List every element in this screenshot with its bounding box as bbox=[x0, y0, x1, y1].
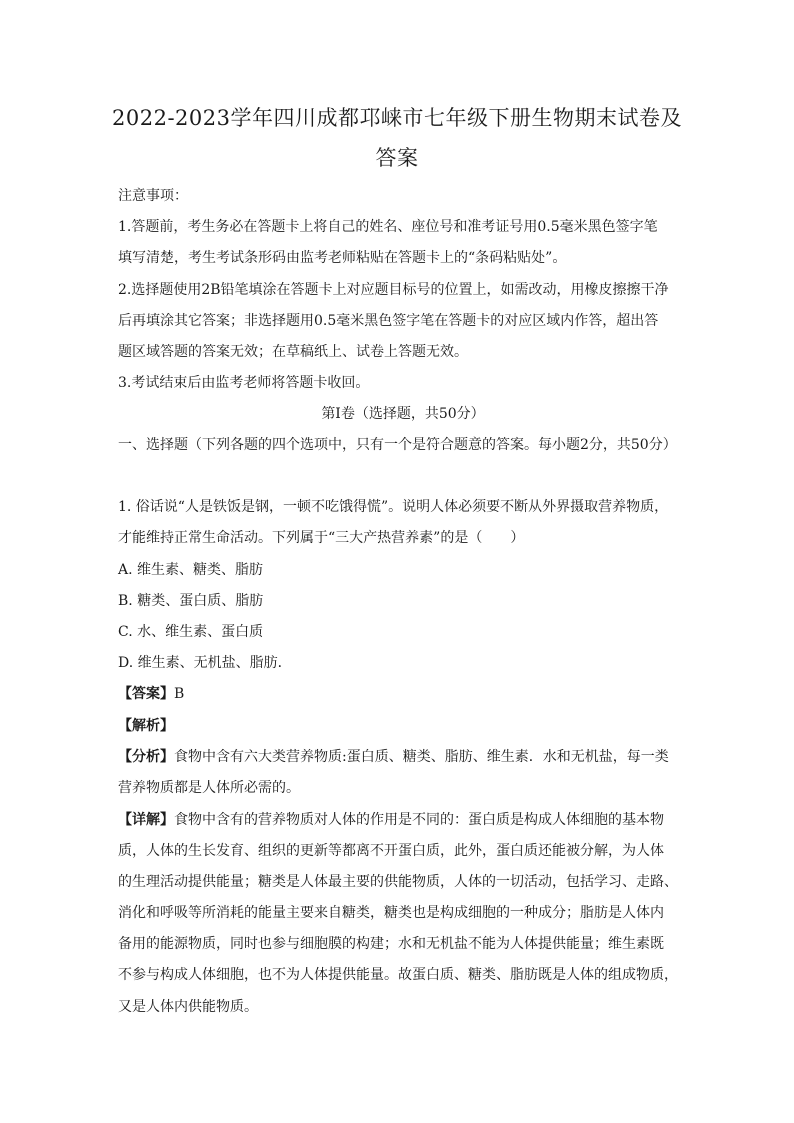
notes-heading: 注意事项： bbox=[118, 188, 188, 204]
notes-item1-line1: 1.答题前，考生务必在答题卡上将自己的姓名、座位号和准考证号用0.5毫米黑色签字笔 bbox=[118, 219, 658, 235]
notes-item3: 3.考试结束后由监考老师将答题卡收回。 bbox=[118, 375, 370, 391]
xiangjie-line1 bbox=[118, 810, 688, 830]
fenxi-text: 食物中含有六大类营养物质:蛋白质、糖类、脂肪、维生素．水和无机盐，每一类 bbox=[174, 749, 669, 765]
xiangjie-text: 食物中含有的营养物质对人体的作用是不同的：蛋白质是构成人体细胞的基本物 bbox=[174, 812, 664, 828]
question1-option-b: B. 糖类、蛋白质、脂肪 bbox=[118, 593, 264, 609]
fenxi-label: 【分析】 bbox=[118, 749, 174, 765]
notes-item2-line2: 后再填涂其它答案；非选择题用0.5毫米黑色签字笔在答题卡的对应区域内作答，超出答 bbox=[118, 313, 659, 329]
analysis-label: 【解析】 bbox=[118, 718, 174, 734]
question1-stem-line2: 才能维持正常生命活动。下列属于“三大产热营养素”的是（ ） bbox=[118, 530, 525, 546]
part1-heading: 一、选择题（下列各题的四个选项中，只有一个是符合题意的答案。每小题2分，共50分） bbox=[118, 437, 677, 453]
xiangjie-line4: 消化和呼吸等所消耗的能量主要来自糖类，糖类也是构成细胞的一种成分；脂肪是人体内 bbox=[118, 905, 664, 921]
xiangjie-line6: 不参与构成人体细胞，也不为人体提供能量。故蛋白质、糖类、脂肪既是人体的组成物质， bbox=[118, 967, 678, 983]
xiangjie-line5: 备用的能源物质，同时也参与细胞膜的构建；水和无机盐不能为人体提供能量；维生素既 bbox=[118, 936, 664, 952]
document-title-line2: 答案 bbox=[375, 146, 419, 170]
answer-line bbox=[118, 684, 688, 704]
question1-option-a: A. 维生素、糖类、脂肪 bbox=[118, 562, 264, 578]
fenxi-line1 bbox=[118, 747, 688, 767]
xiangjie-line2: 质，人体的生长发育、组织的更新等都离不开蛋白质，此外，蛋白质还能被分解，为人体 bbox=[118, 843, 664, 859]
answer-value: B bbox=[174, 686, 185, 702]
xiangjie-line3: 的生理活动提供能量；糖类是人体最主要的供能物质，人体的一切活动，包括学习、走路、 bbox=[118, 874, 678, 890]
question1-option-d: D. 维生素、无机盐、脂肪． bbox=[118, 655, 292, 671]
xiangjie-line7: 又是人体内供能物质。 bbox=[118, 999, 258, 1015]
notes-item2-line3: 题区域答题的答案无效；在草稿纸上、试卷上答题无效。 bbox=[118, 344, 468, 360]
notes-item1-line2: 填写清楚，考生考试条形码由监考老师粘贴在答题卡上的“条码粘贴处”。 bbox=[118, 250, 567, 266]
question1-stem-line1: 1. 俗话说“人是铁饭是钢，一顿不吃饿得慌”。说明人体必须要不断从外界摄取营养物质， bbox=[118, 499, 669, 515]
question1-option-c: C. 水、维生素、蛋白质 bbox=[118, 624, 264, 640]
xiangjie-label: 【详解】 bbox=[118, 812, 174, 828]
document-title-line1: 2022-2023学年四川成都邛崃市七年级下册生物期末试卷及 bbox=[112, 106, 682, 130]
fenxi-line2: 营养物质都是人体所必需的。 bbox=[118, 780, 300, 796]
notes-item2-line1: 2.选择题使用2B铅笔填涂在答题卡上对应题目标号的位置上，如需改动，用橡皮擦擦干净 bbox=[118, 282, 669, 298]
volume-heading: 第Ⅰ卷（选择题，共50分） bbox=[321, 406, 485, 422]
answer-label: 【答案】 bbox=[118, 686, 174, 702]
